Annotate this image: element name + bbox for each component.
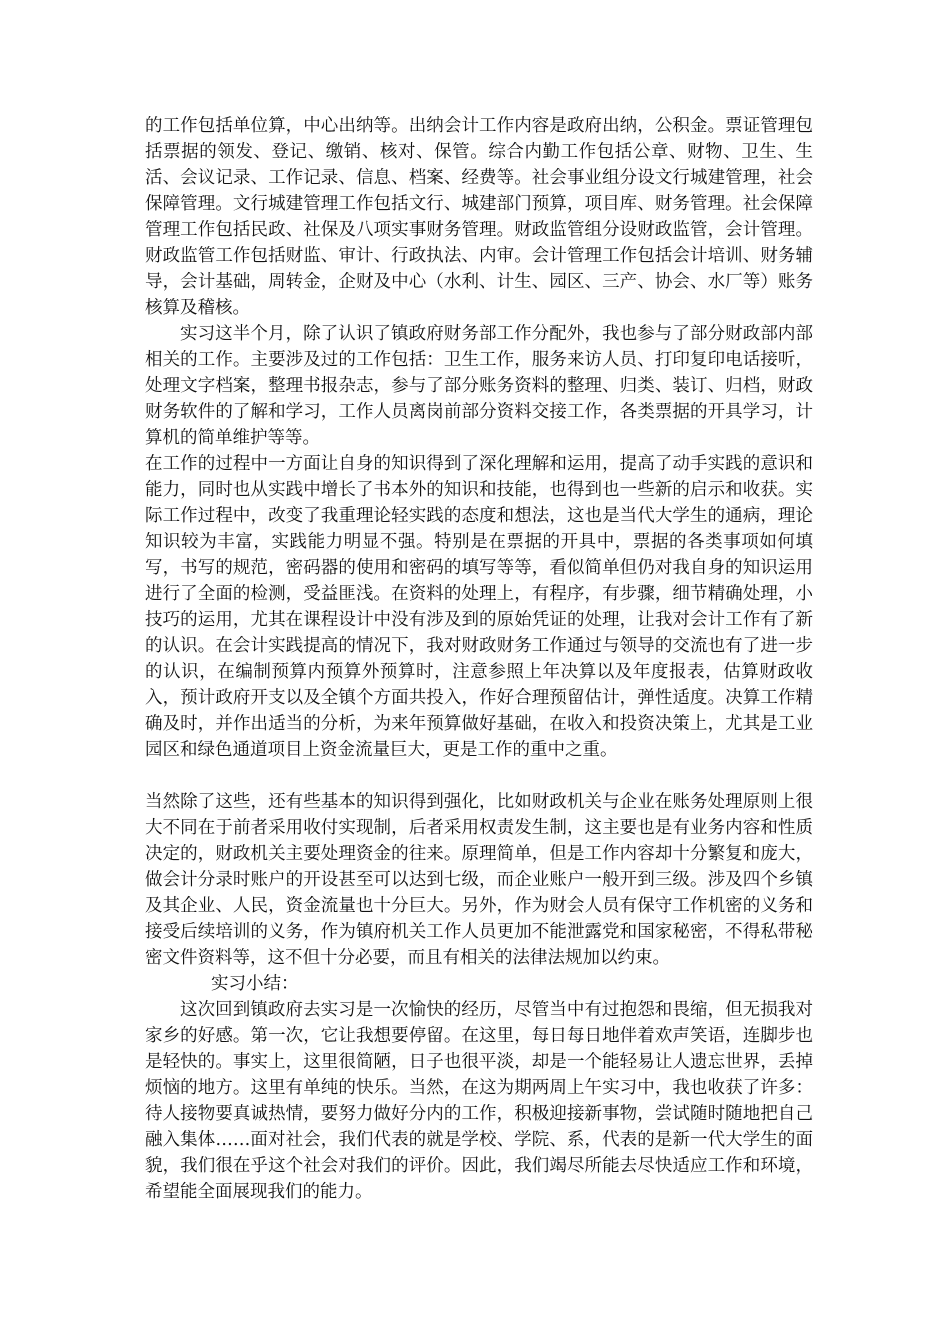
paragraph-spacer	[145, 763, 813, 789]
paragraph-work-contents: 的工作包括单位算，中心出纳等。出纳会计工作内容是政府出纳，公积金。票证管理包括票据的领发、登记、缴销、核对、保管。综合内勤工作包括公章、财物、卫生、生活、会议记录、工作记录、信息、档案、经费等。社会事业组分设文行城建管理，社会保障管理。文行城建管理工作包括文行、城建部门预算，项目库、财务管理。社会保障管理工作包括民政、社保及八项实事财务管理。财政监管组分设财政监管，会计管理。财政监管工作包括财监、审计、行政执法、内审。会计管理工作包括会计培训、财务辅导，会计基础，周转金，企财及中心（水利、计生、园区、三产、协会、水厂等）账务核算及稽核。	[145, 116, 813, 318]
paragraph-summary: 这次回到镇政府去实习是一次愉快的经历，尽管当中有过抱怨和畏缩，但无损我对家乡的好感。第一次，它让我想要停留。在这里，每日每日地伴着欢声笑语，连脚步也是轻快的。事实上，这里很简陋，日子也很平淡，却是一个能轻易让人遗忘世界，丢掉烦恼的地方。这里有单纯的快乐。当然，在这为期两周上午实习中，我也收获了许多：待人接物要真诚热情，要努力做好分内的工作，积极迎接新事物，尝试随时随地把自己融入集体……面对社会，我们代表的就是学校、学院、系，代表的是新一代大学生的面貌，我们很在乎这个社会对我们的评价。因此，我们竭尽所能去尽快适应工作和环境，希望能全面展现我们的能力。	[145, 1000, 813, 1202]
section-heading-summary: 实习小结：	[211, 974, 299, 994]
paragraph-learning-gains: 在工作的过程中一方面让自身的知识得到了深化理解和运用，提高了动手实践的意识和能力，同时也从实践中增长了书本外的知识和技能，也得到也一些新的启示和收获。实际工作过程中，改变了我重理论轻实践的态度和想法，这也是当代大学生的通病，理论知识较为丰富，实践能力明显不强。特别是在票据的开具中，票据的各类事项如何填写，书写的规范，密码器的使用和密码的填写等等，看似简单但仍对我自身的知识运用进行了全面的检测，受益匪浅。在资料的处理上，有程序，有步骤，细节精确处理，小技巧的运用，尤其在课程设计中没有涉及到的原始凭证的处理，让我对会计工作有了新的认识。在会计实践提高的情况下，我对财政财务工作通过与领导的交流也有了进一步的认识，在编制预算内预算外预算时，注意参照上年决算以及年度报表，估算财政收入，预计政府开支以及全镇个方面共投入，作好合理预留估计，弹性适度。决算工作精确及时，并作出适当的分析，为来年预算做好基础，在收入和投资决策上，尤其是工业园区和绿色通道项目上资金流量巨大，更是工作的重中之重。	[145, 454, 813, 760]
document-body	[145, 113, 813, 1205]
paragraph-basic-knowledge: 当然除了这些，还有些基本的知识得到强化，比如财政机关与企业在账务处理原则上很大不同在于前者采用收付实现制，后者采用权责发生制，这主要也是有业务内容和性质决定的，财政机关主要处理资金的往来。原理简单，但是工作内容却十分繁复和庞大，做会计分录时账户的开设甚至可以达到七级，而企业账户一般开到三级。涉及四个乡镇及其企业、人民，资金流量也十分巨大。另外，作为财会人员有保守工作机密的义务和接受后续培训的义务，作为镇府机关工作人员更加不能泄露党和国家秘密，不得私带秘密文件资料等，这不但十分必要，而且有相关的法律法规加以约束。	[145, 792, 813, 968]
paragraph-internship-tasks: 实习这半个月，除了认识了镇政府财务部工作分配外，我也参与了部分财政部内部相关的工作。主要涉及过的工作包括：卫生工作，服务来访人员、打印复印电话接听，处理文字档案，整理书报杂志，参与了部分账务资料的整理、归类、装订、归档，财政财务软件的了解和学习，工作人员离岗前部分资料交接工作，各类票据的开具学习，计算机的简单维护等等。	[145, 324, 813, 448]
